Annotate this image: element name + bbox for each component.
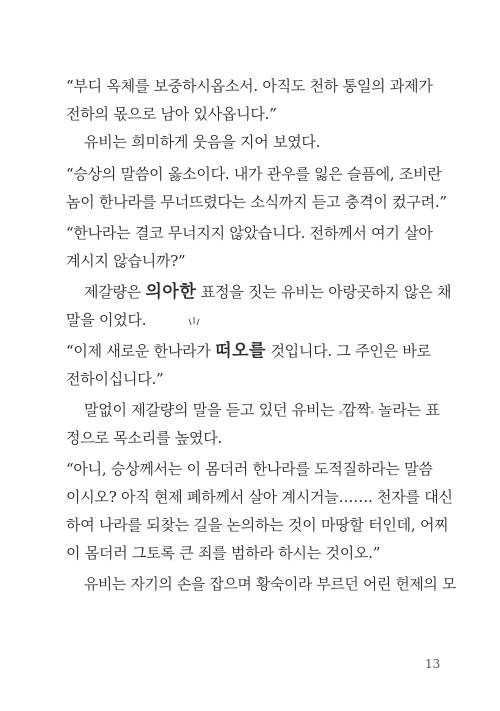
text-segment: 제갈량은 (84, 283, 146, 301)
text-segment: 것입니다. 그 주인은 바로 (265, 342, 431, 360)
decoration-mark: ⸗ (370, 407, 374, 418)
text-line: 이시오? 아직 현제 폐하께서 살아 계시거늘……. 천자를 대신 (66, 488, 453, 506)
text-line: 말을 이었다. (66, 311, 147, 329)
text-line: “한나라는 결코 무너지지 않았습니다. 전하께서 여기 살아 (66, 224, 433, 242)
text-line: 놈이 한나라를 무너뜨렸다는 소식까지 듣고 충격이 컸구려.” (66, 193, 447, 211)
text-segment: 표정을 짓는 유비는 아랑곳하지 않은 채 (196, 283, 452, 301)
text-line: 전하의 몫으로 남아 있사옵니다.” (66, 105, 277, 123)
text-line: 하여 나라를 되찾는 길을 논의하는 것이 마땅할 터인데, 어찌 (66, 516, 449, 534)
text-line: 유비는 희미하게 웃음을 지어 보였다. (84, 133, 321, 151)
text-line: “부디 옥체를 보중하시옵소서. 아직도 천하 통일의 과제가 (66, 77, 433, 95)
text-segment: 말없이 제갈량의 말을 듣고 있던 유비는 (84, 401, 339, 419)
text-segment: 놀라는 표 (373, 401, 440, 419)
emphasis-word: 떠오를 (215, 341, 266, 361)
text-line: 정으로 목소리를 높였다. (66, 429, 222, 447)
text-line: “승상의 말씀이 옳소이다. 내가 관우를 잃은 슬픔에, 조비란 (66, 165, 442, 183)
text-line: 계시지 않습니까?” (66, 252, 186, 270)
decoration-mark: ⸗ (338, 407, 343, 418)
text-line (84, 400, 440, 420)
text-line: “아니, 승상께서는 이 몸더러 한나라를 도적질하라는 말씀 (66, 460, 433, 478)
text-line (66, 341, 431, 361)
sparkle-icon (186, 317, 202, 327)
text-line (84, 282, 451, 302)
text-line: 이 몸더러 그토록 큰 죄를 범하라 하시는 것이오.” (66, 544, 381, 562)
emphasis-word: 의아한 (145, 282, 197, 302)
text-segment: “이제 새로운 한나라가 (66, 342, 216, 360)
emphasis-small: 깜짝 (342, 401, 371, 419)
page-number: 13 (425, 657, 441, 671)
text-line: 전하이십니다.” (66, 370, 164, 388)
text-line: 유비는 자기의 손을 잡으며 황숙이라 부르던 어린 헌제의 모 (84, 575, 456, 593)
